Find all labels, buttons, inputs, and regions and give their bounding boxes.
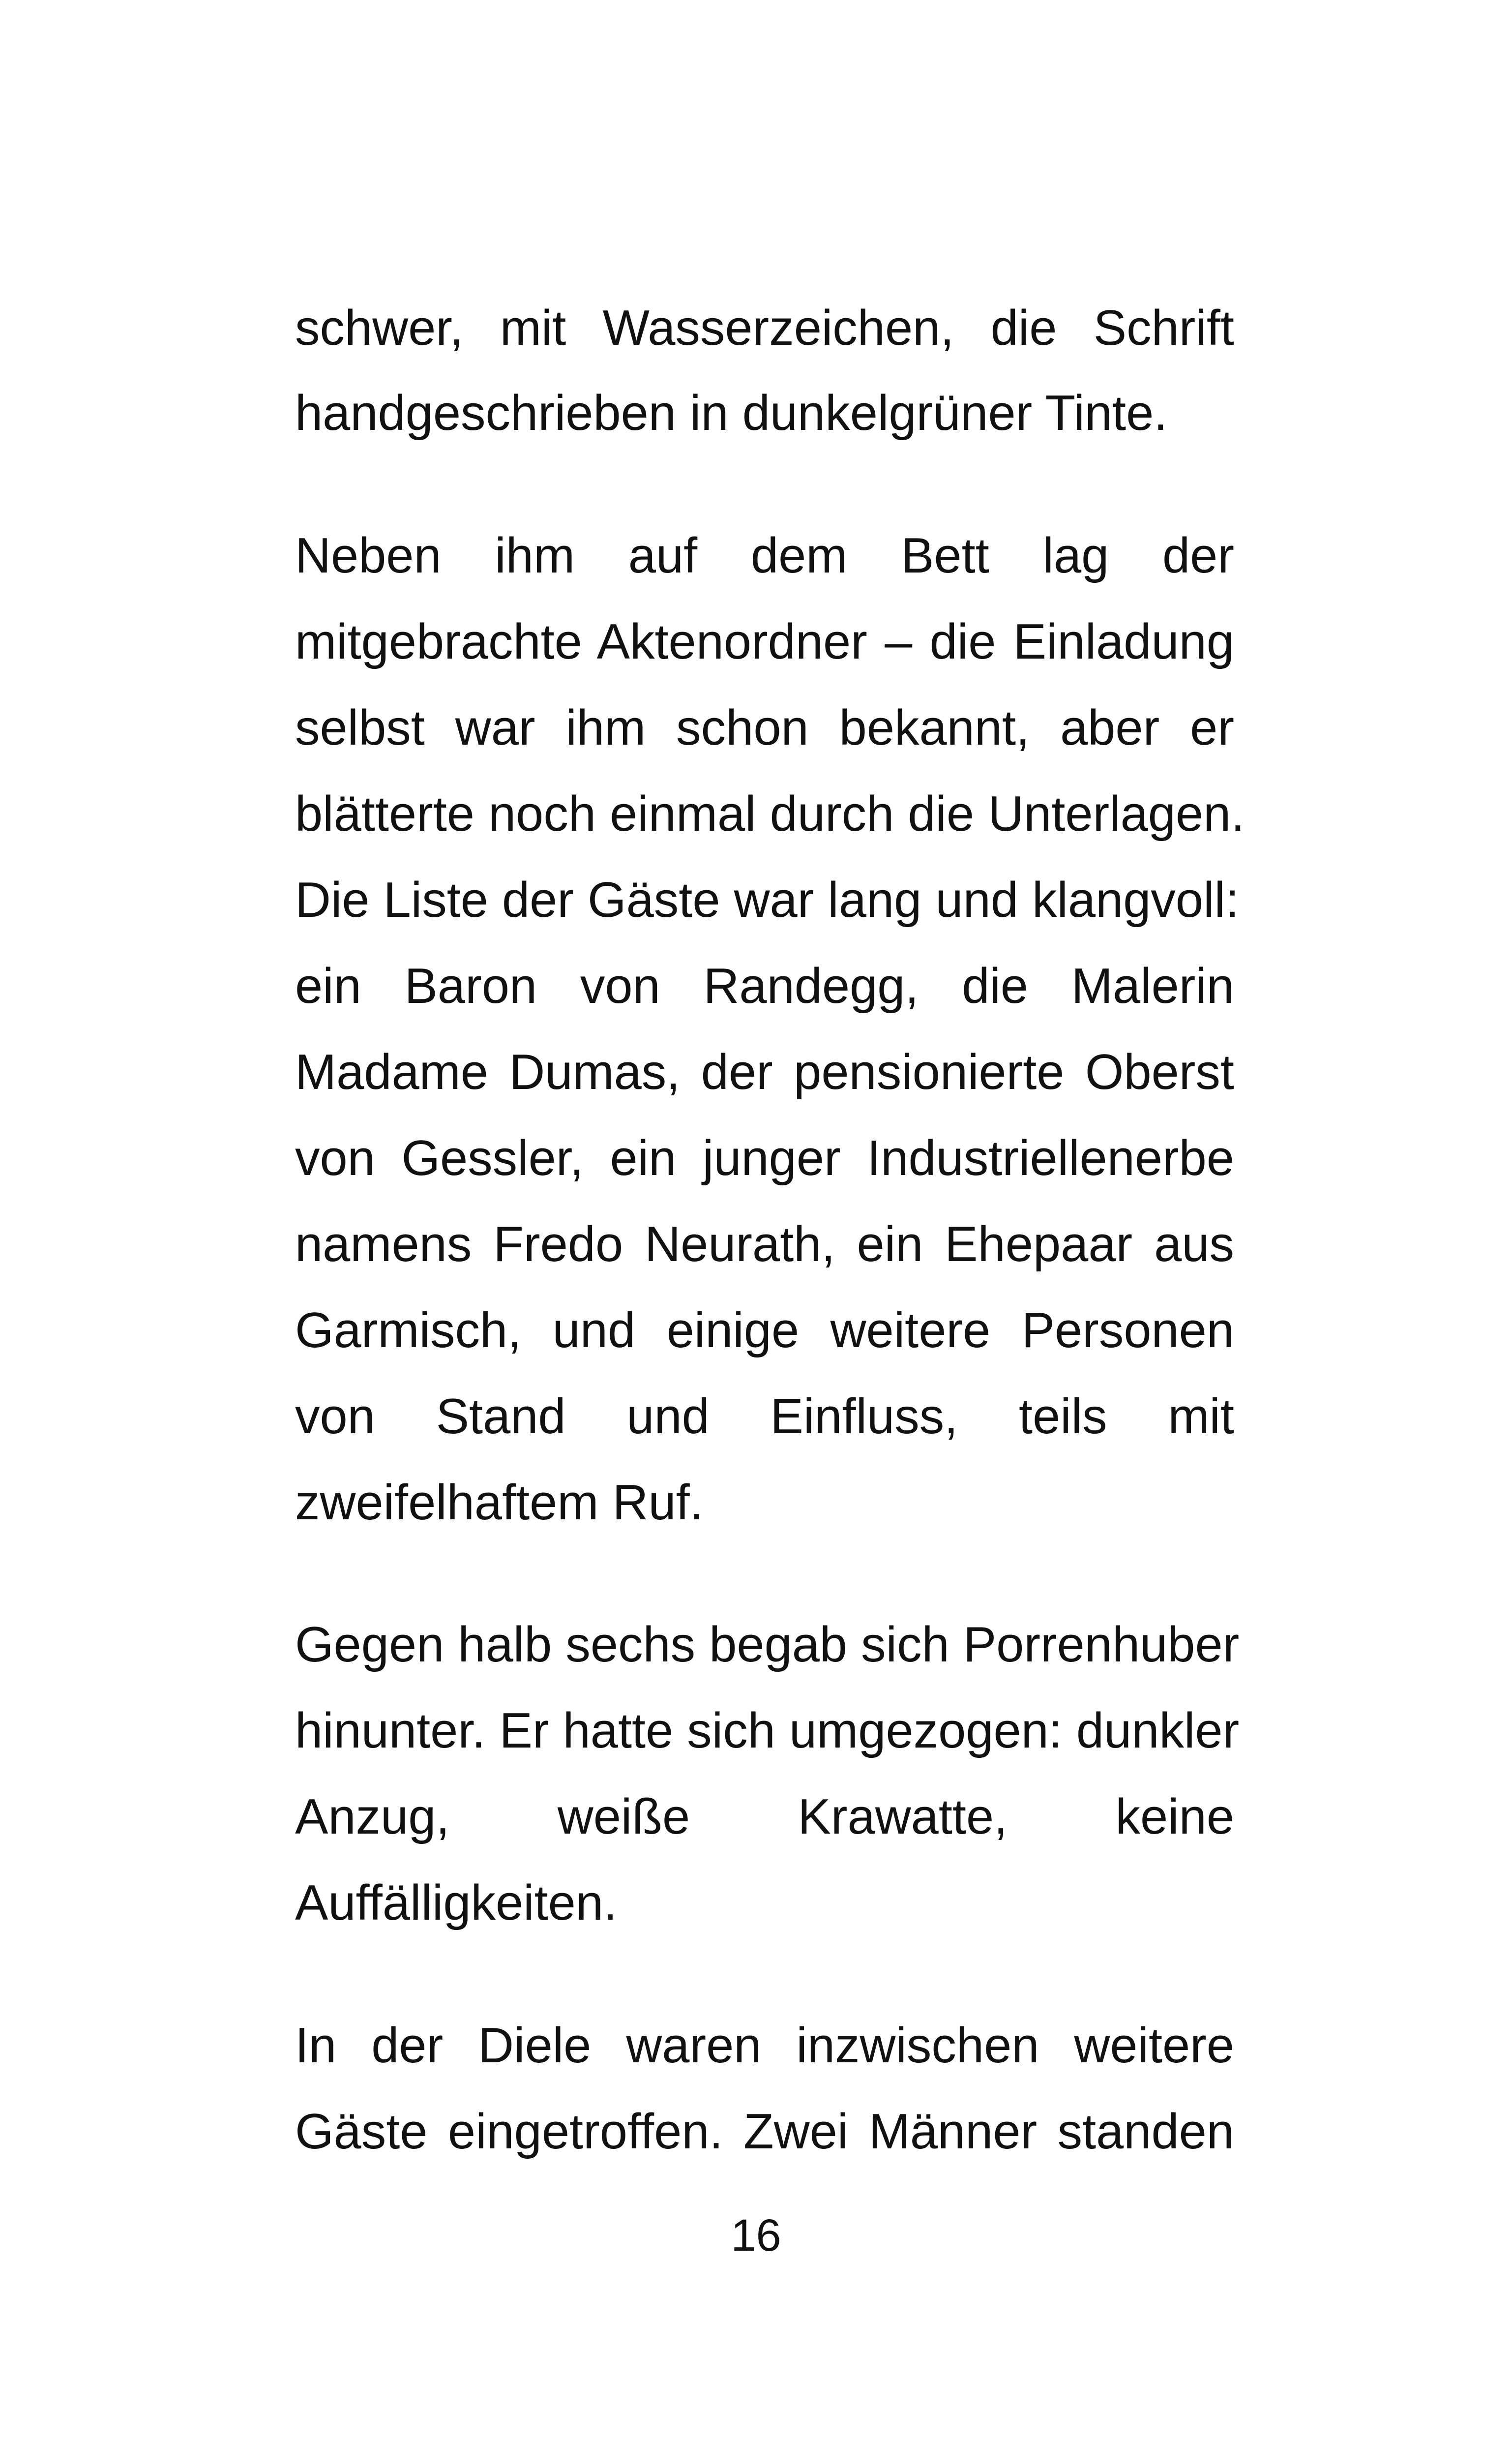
text-line: von Stand und Einfluss, teils mit (295, 1389, 1234, 1444)
text-line: blätterte noch einmal durch die Unterlagen. (295, 786, 1245, 842)
text-line: mitgebrachte Aktenordner – die Einladung (295, 614, 1234, 669)
text-line: ein Baron von Randegg, die Malerin (295, 959, 1234, 1014)
text-line: Garmisch, und einige weitere Personen (295, 1303, 1234, 1358)
text-line: hinunter. Er hatte sich umgezogen: dunkler (295, 1703, 1240, 1758)
text-line: Die Liste der Gäste war lang und klangvoll: (295, 873, 1240, 928)
text-line: namens Fredo Neurath, ein Ehepaar aus (295, 1217, 1234, 1272)
text-line: Madame Dumas, der pensionierte Oberst (295, 1045, 1234, 1100)
text-line: selbst war ihm schon bekannt, aber er (295, 700, 1234, 755)
text-line: Auffälligkeiten. (295, 1875, 618, 1930)
text-line: schwer, mit Wasserzeichen, die Schrift (295, 301, 1234, 356)
text-line: handgeschrieben in dunkelgrüner Tinte. (295, 386, 1168, 441)
text-line: Anzug, weiße Krawatte, keine (295, 1789, 1234, 1844)
text-line: Gegen halb sechs begab sich Porrenhuber (295, 1617, 1240, 1672)
text-line: In der Diele waren inzwischen weitere (295, 2018, 1234, 2073)
text-line: von Gessler, ein junger Industriellenerbe (295, 1131, 1234, 1186)
text-line: Gäste eingetroffen. Zwei Männer standen (295, 2104, 1234, 2159)
text-line: Neben ihm auf dem Bett lag der (295, 528, 1234, 583)
page-number: 16 (731, 2210, 781, 2261)
text-line: zweifelhaftem Ruf. (295, 1475, 704, 1530)
